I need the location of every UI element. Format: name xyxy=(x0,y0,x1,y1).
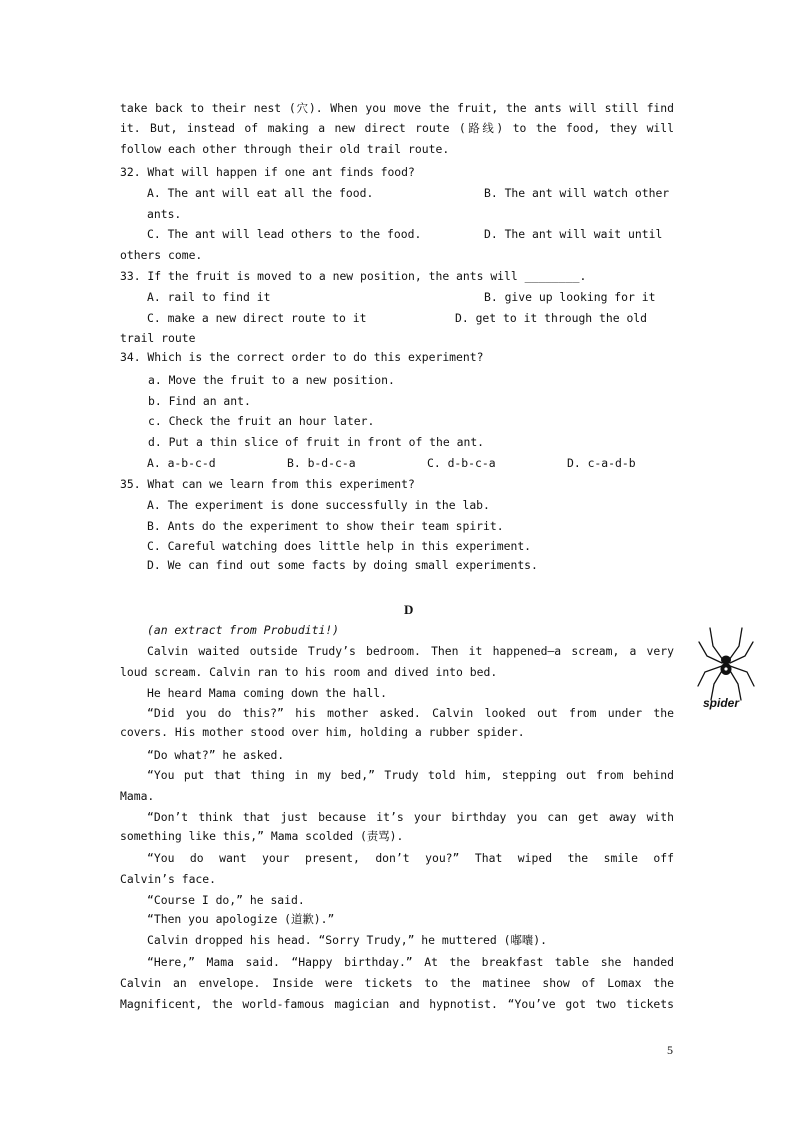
question-35-option-c: C. Careful watching does little help in this experiment. xyxy=(147,539,532,553)
passage-c-line: it. But, instead of making a new direct route (路线) to the food, they will xyxy=(120,121,674,135)
question-32-option-a: A. The ant will eat all the food. xyxy=(147,186,374,200)
question-33-option-c: C. make a new direct route to it xyxy=(147,311,367,325)
passage-c-line: follow each other through their old trail route. xyxy=(120,142,450,156)
story-line: Calvin dropped his head. “Sorry Trudy,” he muttered (嘟囔). xyxy=(147,933,547,947)
question-34-step: c. Check the fruit an hour later. xyxy=(148,414,375,428)
story-line: “Course I do,” he said. xyxy=(147,893,305,907)
story-line: Calvin an envelope. Inside were tickets to the matinee show of Lomax the xyxy=(120,976,674,990)
question-35-option-b: B. Ants do the experiment to show their team spirit. xyxy=(147,519,504,533)
story-line: something like this,” Mama scolded (责骂). xyxy=(120,829,404,843)
story-line: loud scream. Calvin ran to his room and dived into bed. xyxy=(120,665,498,679)
story-line: Calvin waited outside Trudy’s bedroom. Then it happened—a scream, a very xyxy=(147,644,674,658)
question-32-option-d: D. The ant will wait until xyxy=(484,227,663,241)
story-line: Mama. xyxy=(120,789,155,803)
question-33-stem: 33. If the fruit is moved to a new position, the ants will ________. xyxy=(120,269,587,283)
question-33-option-d-cont: trail route xyxy=(120,331,196,345)
section-title: D xyxy=(404,602,414,617)
story-line: Calvin’s face. xyxy=(120,872,217,886)
story-line: “Here,” Mama said. “Happy birthday.” At the breakfast table she handed xyxy=(147,955,674,969)
story-line: Magnificent, the world-famous magician and hypnotist. “You’ve got two tickets xyxy=(120,997,674,1011)
story-line: “Did you do this?” his mother asked. Calvin looked out from under the xyxy=(147,706,674,720)
question-35-option-a: A. The experiment is done successfully in the lab. xyxy=(147,498,490,512)
question-34-step: b. Find an ant. xyxy=(148,394,251,408)
story-line: “Don’t think that just because it’s your birthday you can get away with xyxy=(147,810,674,824)
story-line: “Then you apologize (道歉).” xyxy=(147,912,335,926)
question-32-option-b: B. The ant will watch other xyxy=(484,186,670,200)
question-32-stem: 32. What will happen if one ant finds food? xyxy=(120,165,415,179)
source-note: (an extract from Probuditi!) xyxy=(147,623,340,637)
passage-c-line: take back to their nest (穴). When you move the fruit, the ants will still find xyxy=(120,101,674,115)
question-33-option-a: A. rail to find it xyxy=(147,290,271,304)
question-34-option-c: C. d-b-c-a xyxy=(427,456,496,470)
question-35-stem: 35. What can we learn from this experiment? xyxy=(120,477,415,491)
question-32-option-d-cont: others come. xyxy=(120,248,203,262)
question-34-option-a: A. a-b-c-d xyxy=(147,456,216,470)
question-33-option-b: B. give up looking for it xyxy=(484,290,656,304)
story-line: covers. His mother stood over him, holding a rubber spider. xyxy=(120,725,525,739)
question-33-option-d: D. get to it through the old xyxy=(455,311,648,325)
question-32-option-c: C. The ant will lead others to the food. xyxy=(147,227,422,241)
question-34-stem: 34. Which is the correct order to do this experiment? xyxy=(120,350,484,364)
question-35-option-d: D. We can find out some facts by doing small experiments. xyxy=(147,558,538,572)
question-34-step: d. Put a thin slice of fruit in front of the ant. xyxy=(148,435,485,449)
page-number: 5 xyxy=(667,1043,673,1057)
spider-label: spider xyxy=(703,696,740,710)
story-line: “You do want your present, don’t you?” That wiped the smile off xyxy=(147,851,674,865)
story-line: “Do what?” he asked. xyxy=(147,748,285,762)
story-line: “You put that thing in my bed,” Trudy told him, stepping out from behind xyxy=(147,768,674,782)
question-32-option-b-cont: ants. xyxy=(147,207,182,221)
story-line: He heard Mama coming down the hall. xyxy=(147,686,388,700)
question-34-option-d: D. c-a-d-b xyxy=(567,456,636,470)
question-34-step: a. Move the fruit to a new position. xyxy=(148,373,395,387)
question-34-option-b: B. b-d-c-a xyxy=(287,456,356,470)
